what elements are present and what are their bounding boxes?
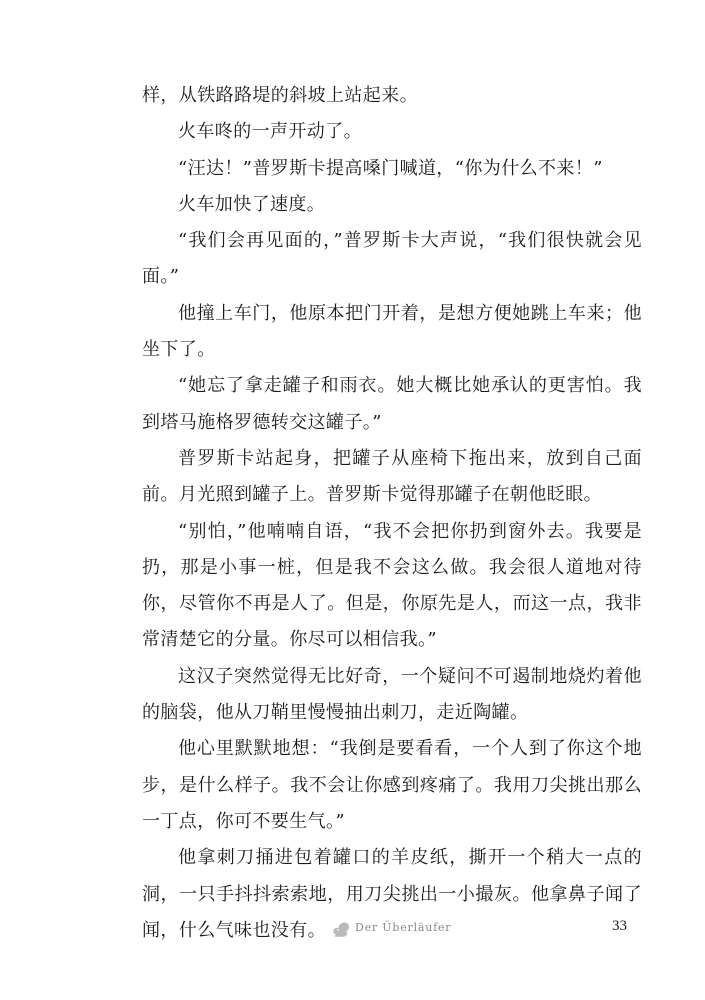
paragraph: 普罗斯卡站起身，把罐子从座椅下拖出来，放到自己面前。月光照到罐子上。普罗斯卡觉得那罐子在朝他眨眼。 — [142, 447, 642, 506]
book-title: Der Überläufer — [355, 921, 452, 934]
paragraph: “别怕，”他喃喃自语，“我不会把你扔到窗外去。我要是扔，那是小事一桩，但是我不会这么做。我会很人道地对待你，尽管你不再是人了。但是，你原先是人，而这一点，我非常清楚它的分量。你尽可以相信我。” — [142, 520, 642, 651]
paragraph: 他撞上车门，他原本把门开着，是想方便她跳上车来；他坐下了。 — [142, 302, 642, 361]
paragraph: 他心里默默地想：“我倒是要看看，一个人到了你这个地步，是什么样子。我不会让你感到疼痛了。我用刀尖挑出那么一丁点，你可不要生气。” — [142, 738, 642, 832]
paragraph: 他拿刺刀捅进包着罐口的羊皮纸，撕开一个稍大一点的洞，一只手抖抖索索地，用刀尖挑出一小撮灰。他拿鼻子闻了闻，什么气味也没有。 — [142, 847, 642, 941]
paragraph: “我们会再见面的，”普罗斯卡大声说，“我们很快就会见面。” — [142, 230, 642, 288]
page-number: 33 — [612, 918, 627, 934]
paragraph: 火车咚的一声开动了。 — [178, 121, 362, 143]
paragraph: “她忘了拿走罐子和雨衣。她大概比她承认的更害怕。我到塔马施格罗德转交这罐子。” — [142, 375, 642, 433]
paragraph: 样，从铁路路堤的斜坡上站起来。 — [142, 85, 418, 106]
paragraph: “汪达！”普罗斯卡提高嗓门喊道，“你为什么不来！” — [178, 157, 603, 179]
paragraph: 这汉子突然觉得无比好奇，一个疑问不可遏制地烧灼着他的脑袋，他从刀鞘里慢慢抽出刺刀，走近陶罐。 — [142, 665, 642, 724]
body-text — [142, 78, 642, 949]
paragraph: 火车加快了速度。 — [178, 193, 326, 215]
squirrel-logo-icon — [331, 920, 351, 938]
page-footer — [0, 918, 705, 942]
